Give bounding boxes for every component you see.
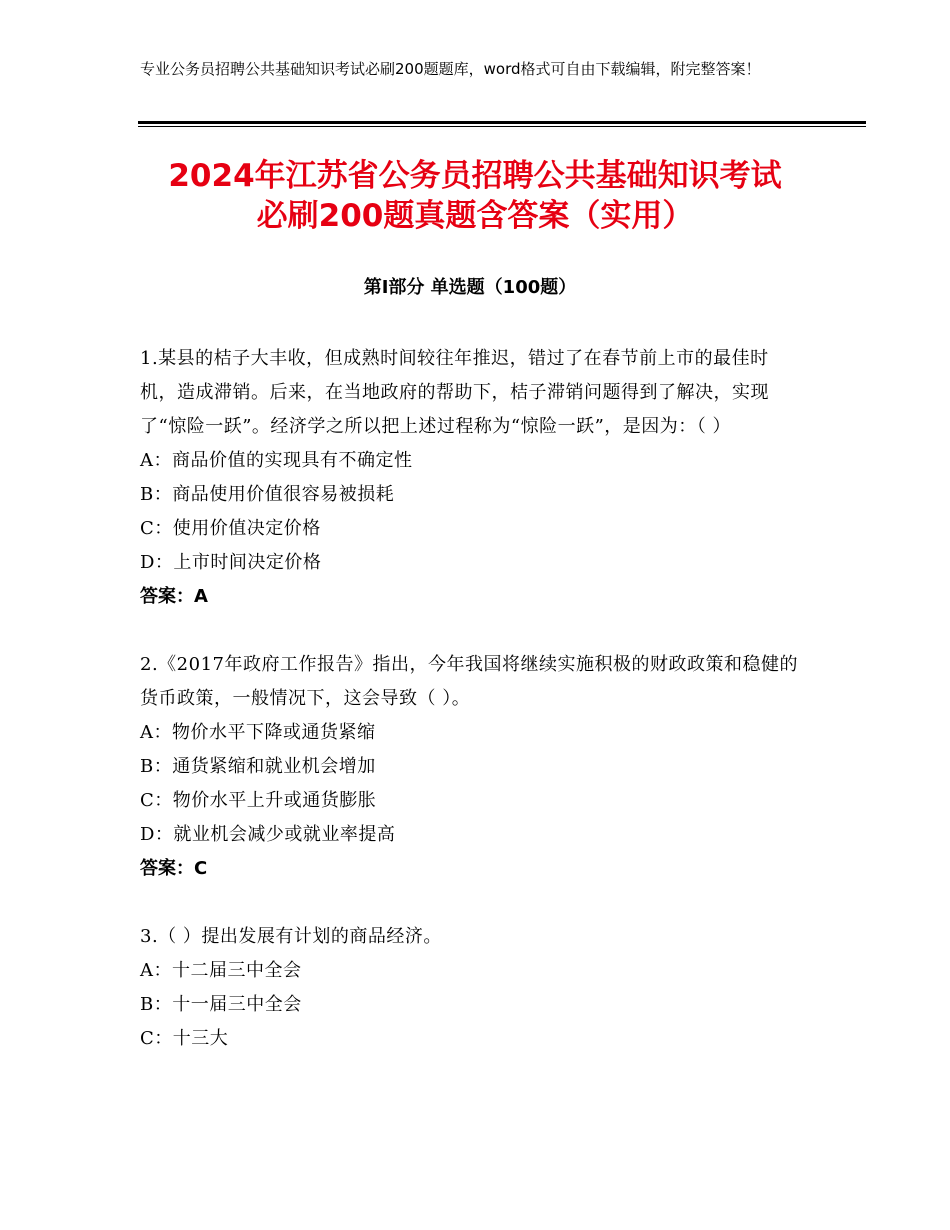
question-3: [140, 920, 805, 1056]
option-a: A：物价水平下降或通货紧缩: [140, 722, 376, 743]
header-divider-thin: [138, 126, 866, 127]
option-c: C：十三大: [140, 1028, 229, 1049]
answer: 答案：A: [140, 586, 208, 607]
option-c: C：物价水平上升或通货膨胀: [140, 790, 377, 811]
question-1: [140, 342, 805, 614]
document-title: [100, 156, 850, 236]
option-a: A：商品价值的实现具有不确定性: [140, 450, 413, 471]
document-title-line-2: 必刷200题真题含答案（实用）: [256, 198, 694, 234]
header-divider-thick: [138, 121, 866, 124]
question-stem: 2.《2017年政府工作报告》指出，今年我国将继续实施积极的财政政策和稳健的货币政策，一般情况下，这会导致（ ）。: [140, 654, 798, 709]
option-b: B：十一届三中全会: [140, 994, 302, 1015]
question-list: [140, 342, 805, 1090]
header-note: 专业公务员招聘公共基础知识考试必刷200题题库，word格式可自由下载编辑，附完整答案！: [140, 60, 761, 78]
answer: 答案：C: [140, 858, 208, 879]
option-d: D：就业机会减少或就业率提高: [140, 824, 396, 845]
option-b: B：商品使用价值很容易被损耗: [140, 484, 395, 505]
question-2: [140, 648, 805, 886]
document-title-line-1: 2024年江苏省公务员招聘公共基础知识考试: [168, 158, 782, 194]
question-stem: 1.某县的桔子大丰收，但成熟时间较往年推迟，错过了在春节前上市的最佳时机，造成滞销。后来，在当地政府的帮助下，桔子滞销问题得到了解决，实现了“惊险一跃”。经济学之所以把上述过程称为“惊险一跃”，是因为：（ ）: [140, 348, 769, 437]
option-c: C：使用价值决定价格: [140, 518, 321, 539]
option-a: A：十二届三中全会: [140, 960, 302, 981]
question-stem: 3.（ ）提出发展有计划的商品经济。: [140, 926, 442, 947]
option-d: D：上市时间决定价格: [140, 552, 322, 573]
section-title: 第Ⅰ部分 单选题（100题）: [363, 277, 577, 298]
option-b: B：通货紧缩和就业机会增加: [140, 756, 376, 777]
